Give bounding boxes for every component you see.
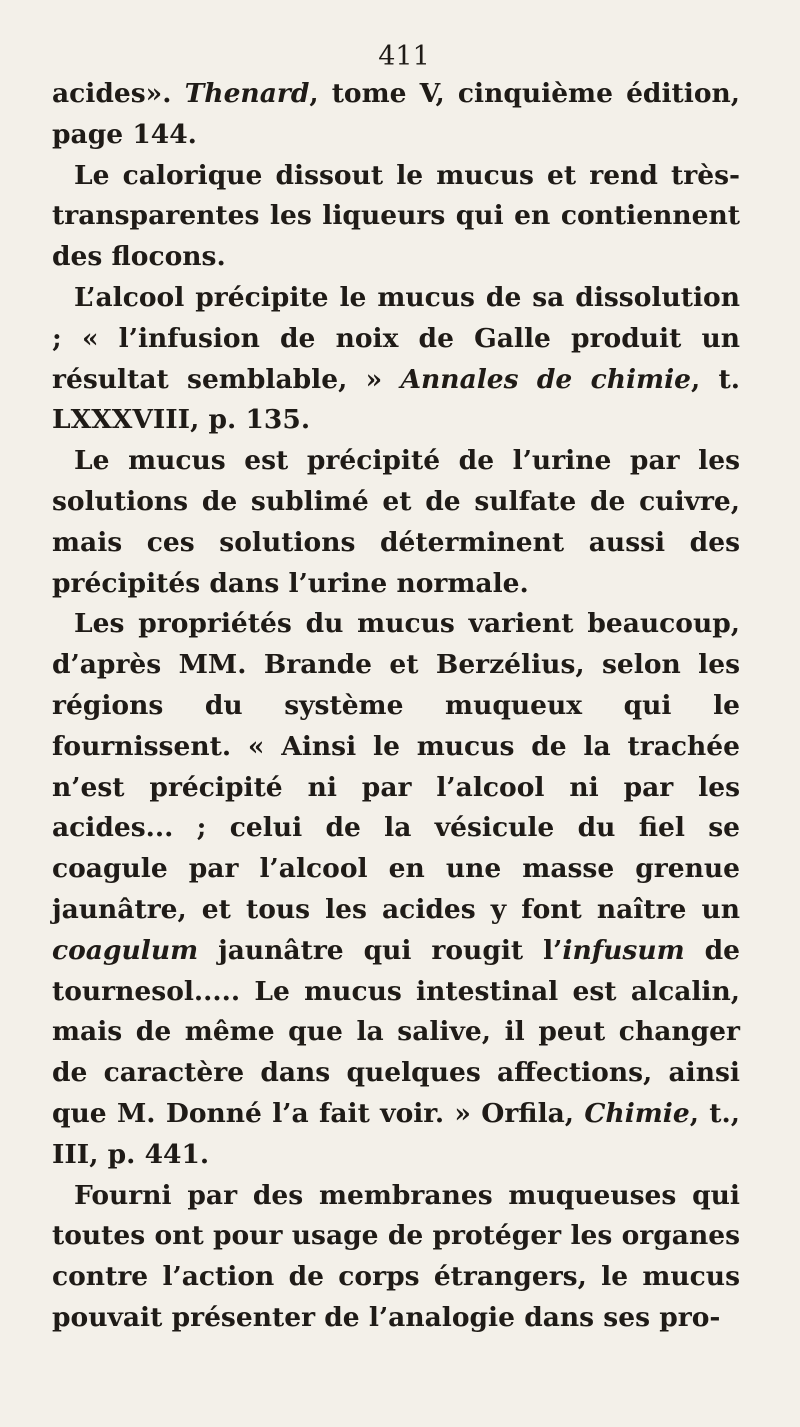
latin-term: infusum bbox=[562, 934, 685, 966]
paragraph-5 bbox=[52, 604, 740, 1175]
paragraph-3 bbox=[52, 278, 740, 441]
author-name: Thenard bbox=[184, 78, 310, 109]
book-title: Chimie bbox=[584, 1097, 690, 1129]
text-segment: , tome V, cinquième édition, page 144. bbox=[52, 78, 740, 150]
text-segment: , t., III, p. 441. bbox=[52, 1097, 740, 1170]
body-text bbox=[52, 74, 740, 1339]
paragraph-1 bbox=[52, 74, 740, 156]
journal-title: Annales de chimie bbox=[400, 363, 692, 395]
text-segment: jaunâtre qui rougit l’ bbox=[198, 934, 563, 966]
paragraph-6 bbox=[52, 1176, 740, 1339]
text-segment: Le mucus est précipité de l’urine par les solutions de sublimé et de sulfate de cuivre, mais ces solutions déterminent aussi des précipités dans l’urine normale. bbox=[52, 445, 740, 599]
text-segment: L’alcool précipite le mucus de sa dissolution ; « l’infusion de noix de Galle produit un résultat semblable, » bbox=[52, 281, 740, 395]
text-segment: acides». bbox=[52, 78, 185, 109]
paragraph-2 bbox=[52, 156, 740, 278]
text-segment: Les propriétés du mucus varient beaucoup, d’après MM. Brande et Berzélius, selon les régions du système muqueux qui le fournissent. « Ainsi le mucus de la trachée n’est précipité ni par l’alcool ni par les acides... ; celui de la vésicule du fiel se coagule par l’alcool en une masse grenue jaunâtre, et tous les acides y font naître un bbox=[52, 608, 740, 925]
text-segment: de tournesol..... Le mucus intestinal est alcalin, mais de même que la salive, il peut changer de caractère dans quelques affections, ainsi que M. Donné l’a fait voir. » Orfila, bbox=[52, 934, 741, 1129]
latin-term: coagulum bbox=[52, 934, 199, 966]
text-segment: Le calorique dissout le mucus et rend très-transparentes les liqueurs qui en contiennent des flocons. bbox=[52, 159, 740, 273]
text-segment: Fourni par des membranes muqueuses qui toutes ont pour usage de protéger les organes contre l’action de corps étrangers, le mucus pouvait présenter de l’analogie dans ses pro- bbox=[52, 1179, 740, 1333]
paragraph-4 bbox=[52, 441, 740, 604]
page-number: 411 bbox=[378, 41, 430, 72]
text-segment: , t. LXXXVIII, p. 135. bbox=[52, 363, 741, 436]
